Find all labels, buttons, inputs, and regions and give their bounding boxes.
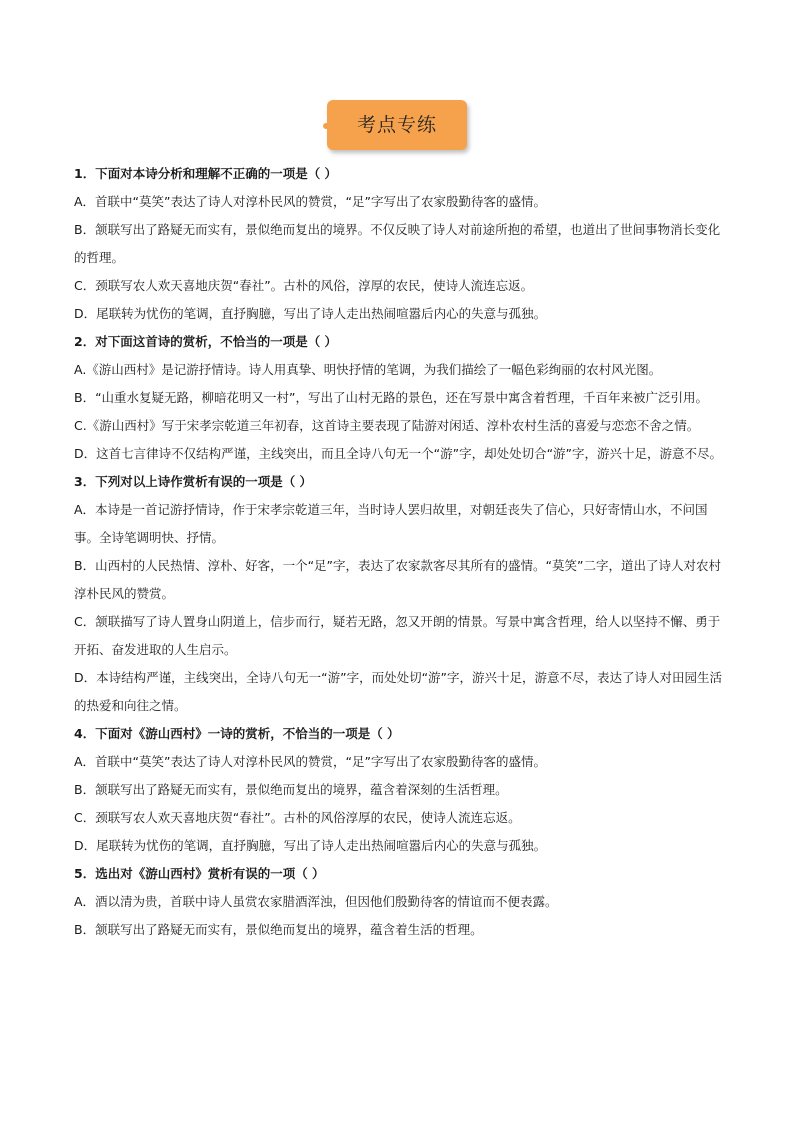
question-1 bbox=[74, 160, 724, 328]
option-a: A．酒以清为贵，首联中诗人虽赏农家腊酒浑浊，但因他们殷勤待客的情谊而不便表露。 bbox=[74, 894, 558, 909]
question-title: 5．选出对《游山西村》赏析有误的一项（ ） bbox=[74, 866, 325, 881]
option-a: A．本诗是一首记游抒情诗，作于宋孝宗乾道三年，当时诗人罢归故里，对朝廷丧失了信心，只好寄情山水，不问国事。全诗笔调明快、抒情。 bbox=[74, 502, 708, 545]
option-d: D．尾联转为忧伤的笔调，直抒胸臆，写出了诗人走出热闹喧嚣后内心的失意与孤独。 bbox=[74, 306, 547, 321]
question-title: 2．对下面这首诗的赏析，不恰当的一项是（ ） bbox=[74, 334, 338, 349]
question-3 bbox=[74, 468, 724, 720]
option-b: B．颔联写出了路疑无而实有，景似绝而复出的境界。不仅反映了诗人对前途所抱的希望，也道出了世间事物消长变化的哲理。 bbox=[74, 222, 721, 265]
option-d: D．尾联转为忧伤的笔调，直抒胸臆，写出了诗人走出热闹喧嚣后内心的失意与孤独。 bbox=[74, 838, 547, 853]
option-d: D．这首七言律诗不仅结构严谨，主线突出，而且全诗八句无一个“游”字，却处处切合“游”字，游兴十足，游意不尽。 bbox=[74, 446, 723, 461]
question-2 bbox=[74, 328, 724, 468]
section-banner bbox=[327, 100, 467, 150]
question-4 bbox=[74, 720, 724, 860]
option-b: B．山西村的人民热情、淳朴、好客，一个“足”字，表达了农家款客尽其所有的盛情。“莫笑”二字，道出了诗人对农村淳朴民风的赞赏。 bbox=[74, 558, 721, 601]
option-c: C．颈联写农人欢天喜地庆贺“春社”。古朴的风俗淳厚的农民，使诗人流连忘返。 bbox=[74, 810, 521, 825]
section-banner-title: 考点专练 bbox=[356, 114, 437, 136]
option-a: A．首联中“莫笑”表达了诗人对淳朴民风的赞赏，“足”字写出了农家殷勤待客的盛情。 bbox=[74, 754, 546, 769]
option-d: D．本诗结构严谨，主线突出，全诗八句无一“游”字，而处处切“游”字，游兴十足，游意不尽，表达了诗人对田园生活的热爱和向往之情。 bbox=[74, 670, 723, 713]
question-title: 1．下面对本诗分析和理解不正确的一项是（ ） bbox=[74, 166, 338, 181]
option-a: A.《游山西村》是记游抒情诗。诗人用真挚、明快抒情的笔调，为我们描绘了一幅色彩绚丽的农村风光图。 bbox=[74, 362, 662, 377]
option-b: B．颔联写出了路疑无而实有，景似绝而复出的境界，蕴含着深刻的生活哲理。 bbox=[74, 782, 508, 797]
option-c: C.《游山西村》写于宋孝宗乾道三年初春，这首诗主要表现了陆游对闲适、淳朴农村生活的喜爱与恋恋不舍之情。 bbox=[74, 418, 700, 433]
option-b: B．颔联写出了路疑无而实有，景似绝而复出的境界，蕴含着生活的哲理。 bbox=[74, 922, 483, 937]
option-a: A．首联中“莫笑”表达了诗人对淳朴民风的赞赏，“足”字写出了农家殷勤待客的盛情。 bbox=[74, 194, 546, 209]
option-c: C．颈联写农人欢天喜地庆贺“春社”。古朴的风俗，淳厚的农民，使诗人流连忘返。 bbox=[74, 278, 534, 293]
section-header bbox=[0, 100, 794, 152]
question-title: 3．下列对以上诗作赏析有误的一项是（ ） bbox=[74, 474, 313, 489]
option-b: B．“山重水复疑无路，柳暗花明又一村”，写出了山村无路的景色，还在写景中寓含着哲理，千百年来被广泛引用。 bbox=[74, 390, 709, 405]
question-title: 4．下面对《游山西村》一诗的赏析，不恰当的一项是（ ） bbox=[74, 726, 400, 741]
question-list bbox=[74, 160, 724, 944]
option-c: C．颔联描写了诗人置身山阴道上，信步而行，疑若无路，忽又开朗的情景。写景中寓含哲理，给人以坚持不懈、勇于开拓、奋发进取的人生启示。 bbox=[74, 614, 721, 657]
question-5 bbox=[74, 860, 724, 944]
